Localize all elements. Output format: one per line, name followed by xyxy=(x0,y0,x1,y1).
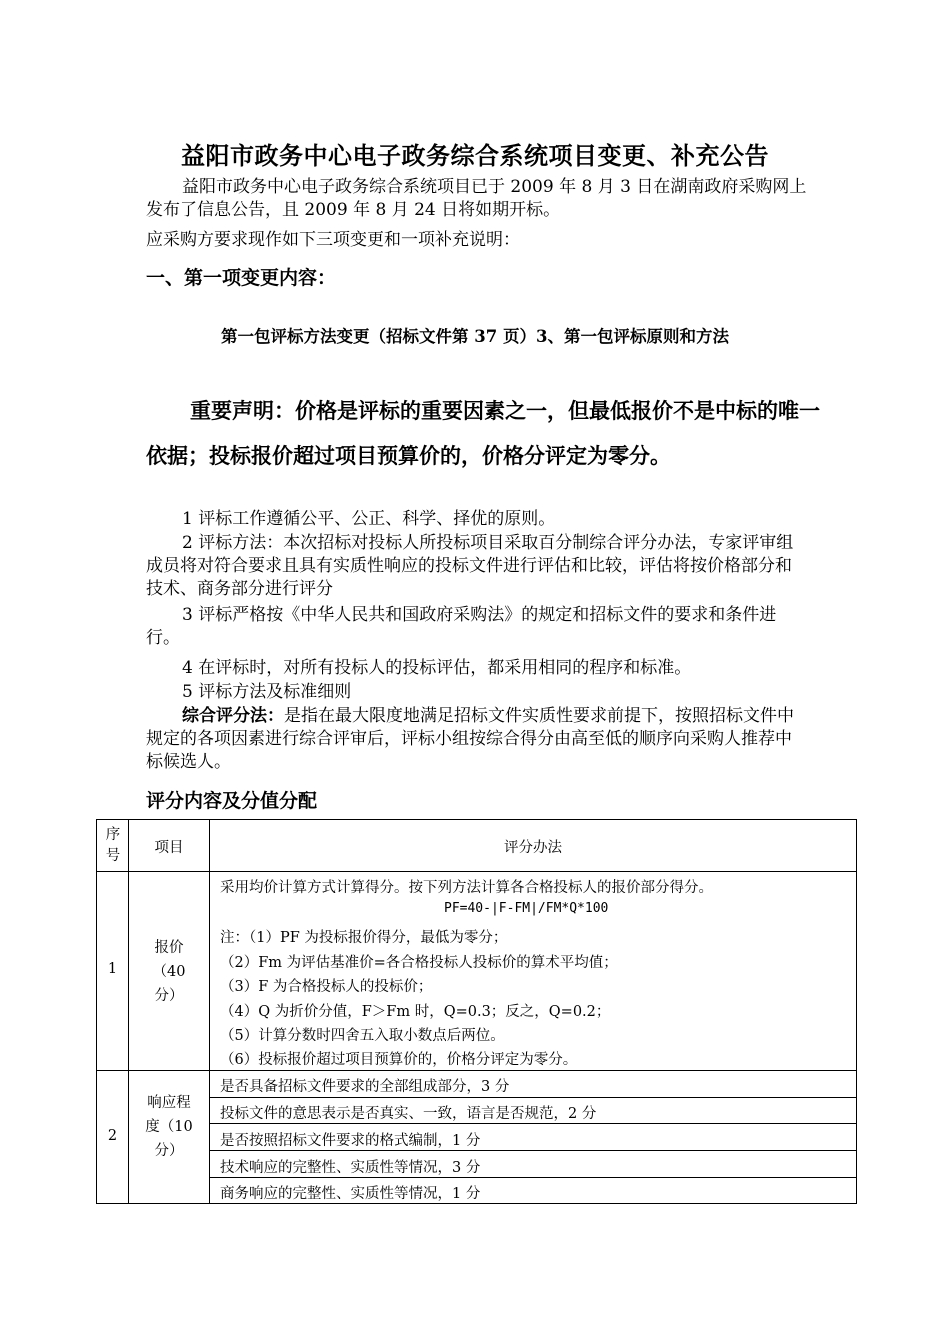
header-method: 评分办法 xyxy=(504,840,562,856)
item-6-text: 是指在最大限度地满足招标文件实质性要求前提下，按照招标文件中规定的各项因素进行综合评审后，评标小组按综合得分由高至低的顺序向采购人推荐中标候选人。 xyxy=(146,706,794,772)
intro-paragraph: 益阳市政务中心电子政务综合系统项目已于 2009 年 8 月 3 日在湖南政府采购网上发布了信息公告，且 2009 年 8 月 24 日将如期开标。 xyxy=(146,177,807,220)
item-5: 5 评标方法及标准细则 xyxy=(182,682,352,702)
item-2: 2 评标方法：本次招标对投标人所投标项目采取百分制综合评分办法，专家评审组成员将对符合要求且具有实质性响应的投标文件进行评估和比较，评估将按价格部分和技术、商务部分进行评分 xyxy=(146,533,794,599)
row1-line: （2）Fm 为评估基准价=各合格投标人投标价的算术平均值； xyxy=(220,955,618,971)
important-declaration: 重要声明：价格是评标的重要因素之一，但最低报价不是中标的唯一依据；投标报价超过项目预算价的，价格分评定为零分。 xyxy=(146,398,820,468)
row2-line: 商务响应的完整性、实质性等情况，1 分 xyxy=(220,1186,481,1202)
item-6 xyxy=(146,705,808,774)
section-heading: 一、第一项变更内容： xyxy=(146,267,337,289)
row1-line: （3）F 为合格投标人的投标价； xyxy=(220,979,433,995)
change-subheading: 第一包评标方法变更（招标文件第 37 页）3、第一包评标原则和方法 xyxy=(221,327,729,346)
item-1: 1 评标工作遵循公平、公正、科学、择优的原则。 xyxy=(182,509,556,529)
row1-line: （4）Q 为折价分值，F＞Fm 时，Q=0.3；反之，Q=0.2； xyxy=(220,1004,611,1020)
row1-line: 注：（1）PF 为投标报价得分，最低为零分； xyxy=(220,930,508,946)
row2-line: 是否按照招标文件要求的格式编制，1 分 xyxy=(220,1133,481,1149)
row2-line: 是否具备招标文件要求的全部组成部分，3 分 xyxy=(220,1079,510,1095)
row1-line: 采用均价计算方式计算得分。按下列方法计算各合格投标人的报价部分得分。 xyxy=(220,880,713,896)
row1-item: 报价（40 分） xyxy=(152,940,186,1004)
header-no: 序号 xyxy=(105,827,121,864)
item-6-label: 综合评分法： xyxy=(182,706,284,726)
row2-no: 2 xyxy=(107,1128,118,1144)
page-title: 益阳市政务中心电子政务综合系统项目变更、补充公告 xyxy=(181,141,769,170)
row2-item: 响应程度（10 分） xyxy=(145,1095,193,1159)
item-4: 4 在评标时，对所有投标人的投标评估，都采用相同的程序和标准。 xyxy=(182,658,692,678)
row1-no: 1 xyxy=(107,961,118,977)
table-heading: 评分内容及分值分配 xyxy=(146,790,318,812)
row1-line: （6）投标报价超过项目预算价的，价格分评定为零分。 xyxy=(220,1052,578,1068)
row2-line: 投标文件的意思表示是否真实、一致，语言是否规范，2 分 xyxy=(220,1106,597,1122)
row1-formula: PF=40-|F-FM|/FM*Q*100 xyxy=(444,901,609,916)
header-item: 项目 xyxy=(154,840,184,856)
row2-line: 技术响应的完整性、实质性等情况，3 分 xyxy=(220,1160,481,1176)
item-3: 3 评标严格按《中华人民共和国政府采购法》的规定和招标文件的要求和条件进行。 xyxy=(146,605,777,648)
intro-request: 应采购方要求现作如下三项变更和一项补充说明： xyxy=(146,230,520,250)
row1-line: （5）计算分数时四舍五入取小数点后两位。 xyxy=(220,1028,505,1044)
